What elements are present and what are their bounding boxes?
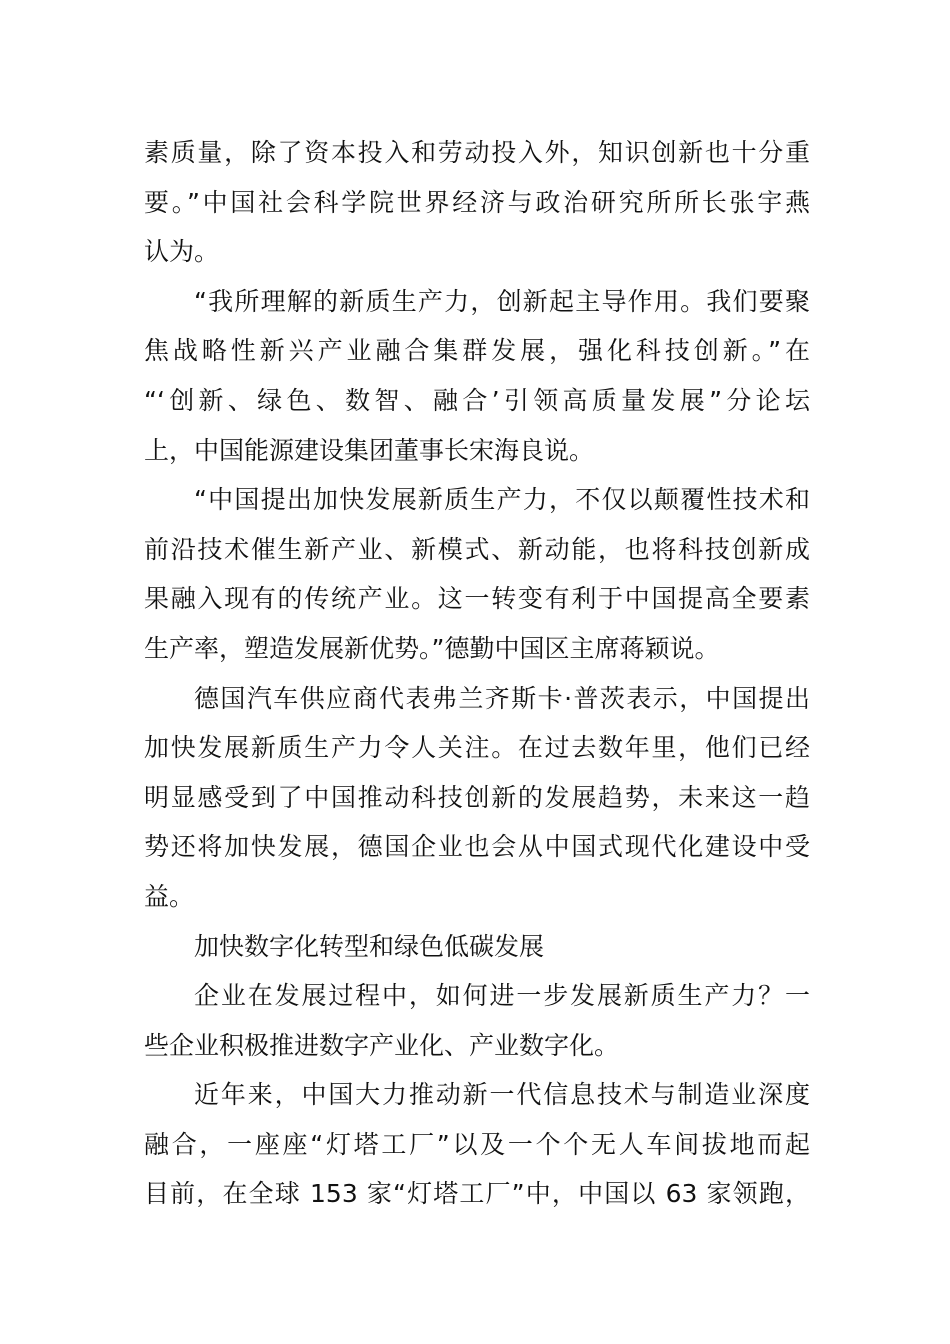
text-line: “中国提出加快发展新质生产力，不仅以颠覆性技术和	[194, 485, 810, 515]
text-line: 要。”中国社会科学院世界经济与政治研究所所长张宇燕	[144, 187, 810, 217]
text-line: 焦战略性新兴产业融合集群发展，强化科技创新。”在	[144, 336, 810, 366]
text-line: 近年来，中国大力推动新一代信息技术与制造业深度	[194, 1080, 810, 1110]
text-line: 益。	[144, 881, 195, 911]
text-line: 加快发展新质生产力令人关注。在过去数年里，他们已经	[144, 733, 810, 763]
text-line: “我所理解的新质生产力，创新起主导作用。我们要聚	[194, 286, 810, 316]
text-line: 果融入现有的传统产业。这一转变有利于中国提高全要素	[144, 584, 810, 614]
text-line: 生产率，塑造发展新优势。”德勤中国区主席蒋颖说。	[144, 633, 720, 663]
text-line: 明显感受到了中国推动科技创新的发展趋势，未来这一趋	[144, 782, 810, 812]
text-line: 前沿技术催生新产业、新模式、新动能，也将科技创新成	[144, 534, 810, 564]
text-line: 企业在发展过程中，如何进一步发展新质生产力？一	[194, 981, 810, 1011]
text-line: 势还将加快发展，德国企业也会从中国式现代化建设中受	[144, 832, 810, 862]
text-line: 认为。	[144, 237, 220, 267]
text-line: 融合，一座座“灯塔工厂”以及一个个无人车间拔地而起	[144, 1129, 810, 1159]
text-line: 素质量，除了资本投入和劳动投入外，知识创新也十分重	[144, 138, 810, 167]
document-body	[144, 128, 810, 1219]
text-line: 加快数字化转型和绿色低碳发展	[194, 931, 545, 961]
text-line: 些企业积极推进数字产业化、产业数字化。	[144, 1030, 620, 1060]
text-line: “‘创新、绿色、数智、融合’引领高质量发展”分论坛	[144, 385, 810, 415]
text-line: 德国汽车供应商代表弗兰齐斯卡·普茨表示，中国提出	[194, 683, 810, 713]
text-line: 目前，在全球 153 家“灯塔工厂”中，中国以 63 家领跑，	[144, 1179, 810, 1209]
text-line: 上，中国能源建设集团董事长宋海良说。	[144, 435, 595, 465]
